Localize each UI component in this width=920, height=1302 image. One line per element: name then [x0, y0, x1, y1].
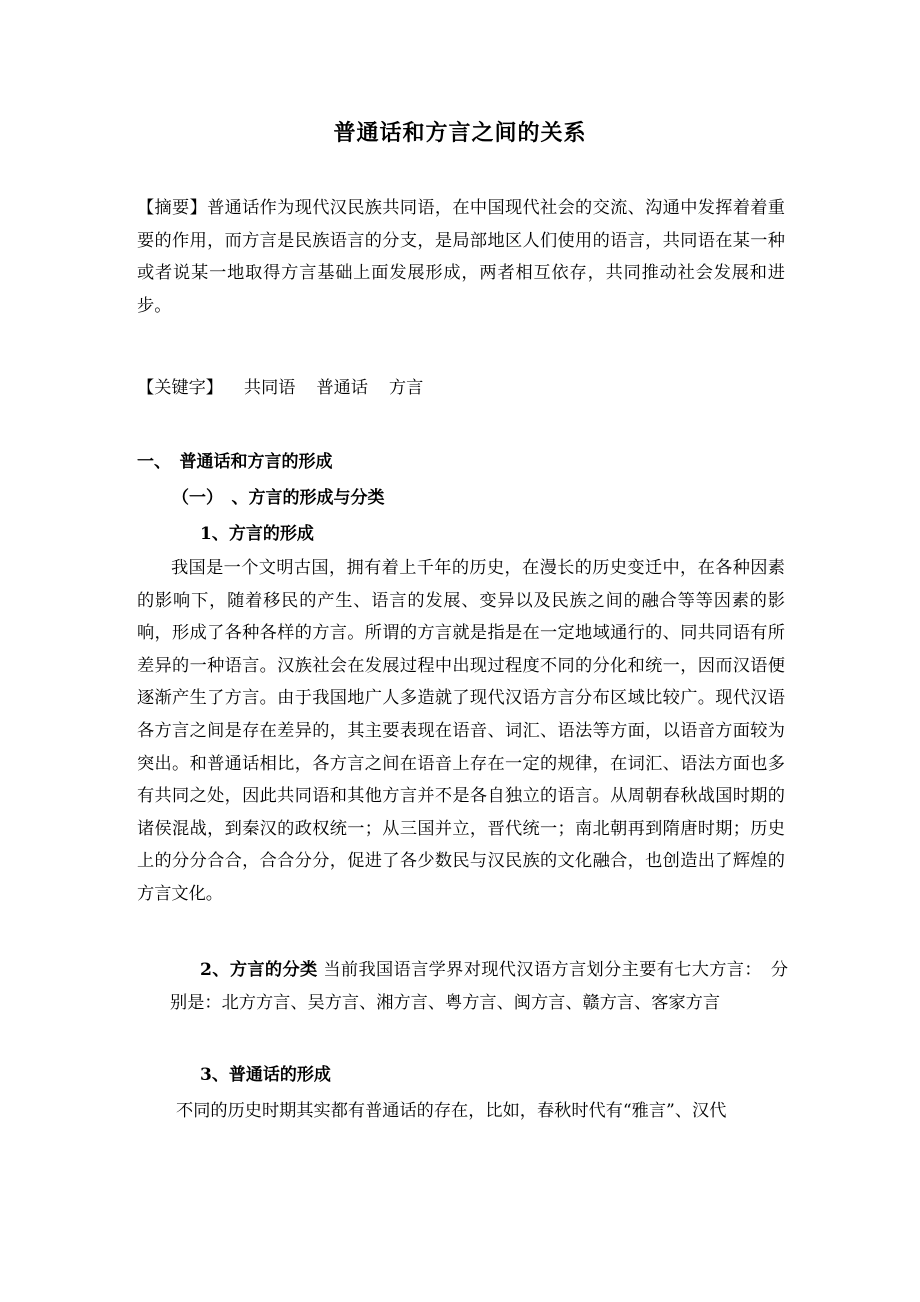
subsection-heading: （一） 、方言的形成与分类: [172, 488, 385, 508]
body-paragraph-putonghua-formation: 不同的历史时期其实都有普通话的存在，比如，春秋时代有“雅言”、汉代: [176, 1101, 727, 1121]
item-heading-dialect-formation: 1、方言的形成: [200, 524, 314, 544]
document-title: 普通话和方言之间的关系: [333, 120, 587, 146]
keyword-item: 方言: [388, 378, 424, 398]
item-heading-putonghua-formation: 3、普通话的形成: [200, 1065, 331, 1085]
keyword-item: 普通话: [316, 378, 368, 398]
item-heading-dialect-classification: 2、方言的分类: [200, 960, 318, 980]
body-paragraph-dialect-formation: 我国是一个文明古国，拥有着上千年的历史，在漫长的历史变迁中，在各种因素的影响下，随着移民的产生、语言的发展、变异以及民族之间的融合等等因素的影响，形成了各种各样的方言。所谓的方言就是指是在一定地域通行的、同共同语有所差异的一种语言。汉族社会在发展过程中出现过程度不同的分化和统一，因而汉语便逐渐产生了方言。由于我国地广人多造就了现代汉语方言分布区域比较广。现代汉语各方言之间是存在差异的，其主要表现在语音、词汇、语法等方面，以语音方面较为突出。和普通话相比，各方言之间在语音上存在一定的规律，在词汇、语法方面也多有共同之处，因此共同语和其他方言并不是各自独立的语言。从周朝春秋战国时期的诸侯混战，到秦汉的政权统一；从三国并立，晋代统一；南北朝再到隋唐时期；历史上的分分合合，合合分分，促进了各少数民与汉民族的文化融合，也创造出了辉煌的方言文化。: [137, 558, 785, 904]
keyword-item: 共同语: [243, 378, 296, 398]
abstract-paragraph: 【摘要】普通话作为现代汉民族共同语，在中国现代社会的交流、沟通中发挥着着重要的作用，而方言是民族语言的分支，是局部地区人们使用的语言，共同语在某一种或者说某一地取得方言基础上面发展形成，两者相互依存，共同推动社会发展和进步。: [137, 198, 785, 316]
body-paragraph-dialect-classification: [170, 954, 788, 1019]
keywords-line: [137, 374, 423, 402]
dialect-classification-text: 当前我国语言学界对现代汉语方言划分主要有七大方言： 分别是：北方方言、吴方言、湘方言、粤方言、闽方言、赣方言、客家方言: [170, 960, 789, 1013]
keywords-label: 【关键字】: [137, 378, 223, 398]
section-heading: 一、 普通话和方言的形成: [137, 452, 333, 472]
